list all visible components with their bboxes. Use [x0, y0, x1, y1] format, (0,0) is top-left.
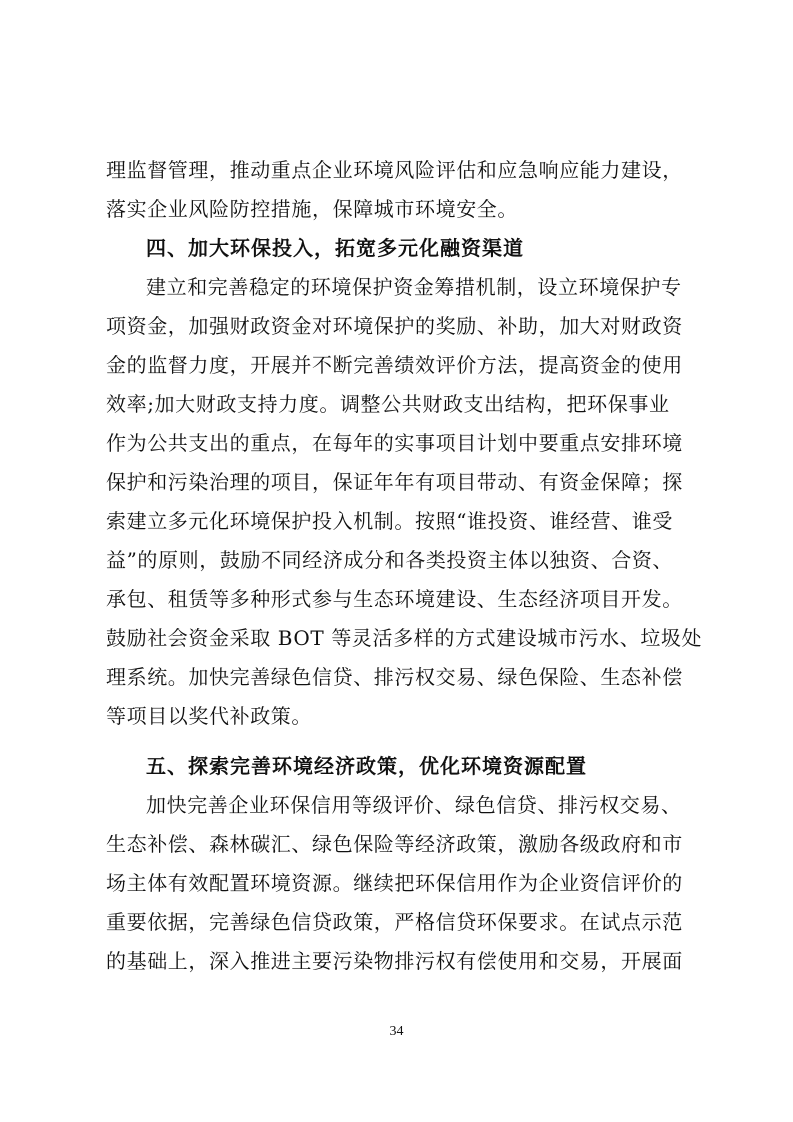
page-number: 34 [389, 1024, 404, 1039]
paragraph-line: 作为公共支出的重点，在每年的实事项目计划中要重点安排环境 [106, 431, 683, 455]
paragraph-line: 落实企业风险防控措施，保障城市环境安全。 [106, 197, 518, 221]
paragraph-line: 金的监督力度，开展并不断完善绩效评价方法，提高资金的使用 [106, 353, 683, 377]
paragraph-line: 重要依据，完善绿色信贷政策，严格信贷环保要求。在试点示范 [106, 910, 683, 934]
paragraph-line: 保护和污染治理的项目，保证年年有项目带动、有资金保障；探 [106, 470, 683, 494]
paragraph-line: 鼓励社会资金采取 BOT 等灵活多样的方式建设城市污水、垃圾处 [106, 626, 703, 650]
paragraph-line: 加快完善企业环保信用等级评价、绿色信贷、排污权交易、 [146, 793, 682, 817]
paragraph-line: 建立和完善稳定的环境保护资金筹措机制，设立环境保护专 [146, 275, 682, 299]
paragraph-line: 理系统。加快完善绿色信贷、排污权交易、绿色保险、生态补偿 [106, 665, 683, 689]
paragraph-line: 索建立多元化环境保护投入机制。按照“谁投资、谁经营、谁受 [106, 509, 674, 533]
section-5-heading: 五、探索完善环境经济政策，优化环境资源配置 [146, 754, 587, 778]
paragraph-line: 效率;加大财政支持力度。调整公共财政支出结构，把环保事业 [106, 392, 670, 416]
section-4-heading: 四、加大环保投入，拓宽多元化融资渠道 [146, 236, 524, 260]
paragraph-line: 承包、租赁等多种形式参与生态环境建设、生态经济项目开发。 [106, 587, 683, 611]
paragraph-line: 场主体有效配置环境资源。继续把环保信用作为企业资信评价的 [106, 871, 683, 895]
paragraph-line: 的基础上，深入推进主要污染物排污权有偿使用和交易，开展面 [106, 949, 683, 973]
paragraph-line: 益”的原则，鼓励不同经济成分和各类投资主体以独资、合资、 [106, 548, 674, 572]
paragraph-line: 项资金，加强财政资金对环境保护的奖励、补助，加大对财政资 [106, 314, 683, 338]
paragraph-line: 理监督管理，推动重点企业环境风险评估和应急响应能力建设， [106, 158, 683, 182]
paragraph-line: 等项目以奖代补政策。 [106, 704, 312, 728]
paragraph-line: 生态补偿、森林碳汇、绿色保险等经济政策，激励各级政府和市 [106, 832, 683, 856]
